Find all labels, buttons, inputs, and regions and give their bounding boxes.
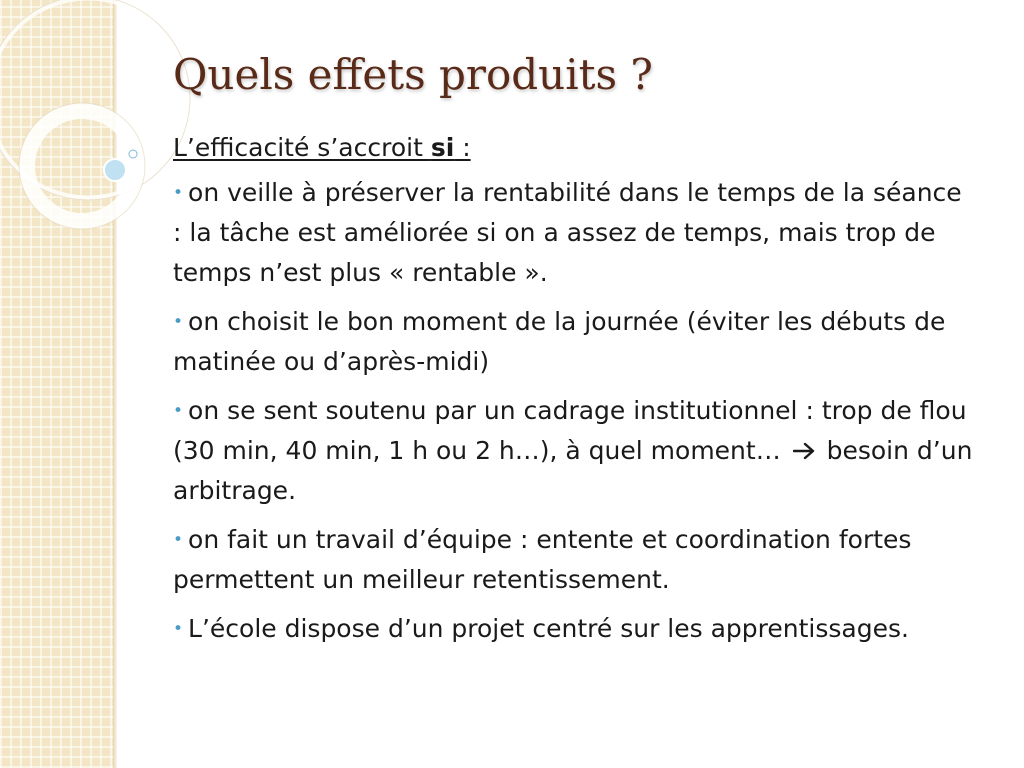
bullet-item	[173, 391, 973, 511]
bullet-dot-icon: •	[173, 530, 184, 550]
bullet-text: on fait un travail d’équipe : entente et coordination fortes permettent un meilleur retentissement.	[173, 525, 912, 594]
bullet-item	[173, 173, 973, 293]
decorative-circles	[0, 0, 200, 300]
bullet-list	[173, 173, 973, 649]
intro-line	[173, 128, 973, 168]
bullet-dot-icon: •	[173, 312, 184, 332]
bullet-text: on veille à préserver la rentabilité dans le temps de la séance : la tâche est améliorée si on a assez de temps, mais trop de temps n’est plus « rentable ».	[173, 178, 962, 287]
slide-body	[173, 128, 973, 658]
slide-title: Quels effets produits ?	[173, 50, 653, 99]
bullet-text-after-arrow: besoin d’un arbitrage.	[173, 436, 973, 505]
intro-text	[173, 133, 471, 162]
bullet-dot-icon: •	[173, 183, 184, 203]
intro-prefix: L’efficacité s’accroit	[173, 133, 431, 162]
intro-emphasis: si	[430, 133, 455, 162]
right-arrow-icon	[793, 442, 817, 460]
bullet-item	[173, 302, 973, 382]
bullet-dot-icon: •	[173, 619, 184, 639]
bullet-dot-icon: •	[173, 401, 184, 421]
bullet-text: L’école dispose d’un projet centré sur les apprentissages.	[188, 614, 909, 643]
bullet-text-before-arrow: on se sent soutenu par un cadrage institutionnel : trop de flou (30 min, 40 min, 1 h ou 2 h…), à quel moment…	[173, 396, 967, 465]
bullet-text: on choisit le bon moment de la journée (éviter les débuts de matinée ou d’après-midi)	[173, 307, 946, 376]
bullet-item	[173, 609, 973, 649]
bullet-item	[173, 520, 973, 600]
intro-suffix: :	[454, 133, 471, 162]
